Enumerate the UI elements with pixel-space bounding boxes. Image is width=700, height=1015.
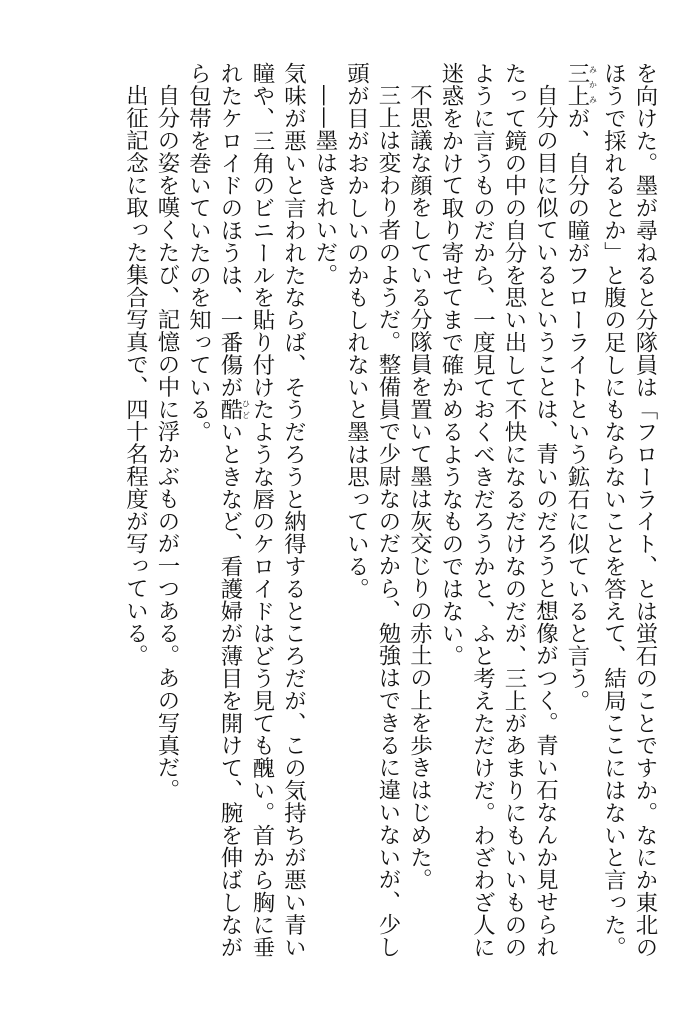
text-run: を向けた。墨が尋ねると分隊員は「フローライト、とは蛍石のことですか。なにか東北のほうで採れるとか」と腹の足しにもならないことを答えて、結局ここにはないと言った。 [600, 62, 658, 958]
text-run: いときなど、看護婦が薄目を開けて、腕を伸ばしながら包帯を巻いていたのを知っている。 [185, 62, 243, 959]
paragraph [151, 62, 183, 962]
text-run: 自分の目に似ているということは、青いのだろうと想像がつく。青い石なんか見せられたって鏡の中の自分を思い出して不快になるだけなのだが、三上があまりにもいいもののように言うものだから、一度見ておくべきだろうかと、ふと考えただけだ。わざわざ人に迷惑をかけて取り寄せてまで確かめるようなものではない。 [438, 62, 559, 958]
ruby-annotation [217, 398, 251, 421]
paragraph [119, 62, 151, 962]
paragraph [561, 62, 598, 962]
paragraph [182, 62, 309, 962]
paragraph [340, 62, 403, 962]
text-run: 気味が悪いと言われたならば、そうだろうと納得するところだが、この気持ちが悪い青い瞳や、三角のビニールを貼り付けたような唇のケロイドはどう見ても醜い。首から胸に垂れたケロイドのほうは、一番傷が [217, 62, 307, 958]
ruby-reading: みかみ [588, 62, 598, 107]
paragraph [309, 62, 341, 962]
ruby-base: 酷 [217, 398, 243, 421]
text-run: 自分の姿を嘆くたび、記憶の中に浮かぶものが一つある。あの写真だ。 [154, 84, 180, 802]
text-run: が、自分の瞳がフローライトという鉱石に似ていると言う。 [564, 106, 590, 712]
vertical-text-body [40, 62, 660, 962]
ruby-annotation [564, 62, 598, 107]
ruby-reading: ひど [241, 398, 251, 421]
ruby-base: 三上 [564, 62, 590, 107]
text-run: ——墨はきれいだ。 [312, 84, 338, 286]
paragraph [435, 62, 561, 962]
paragraph [403, 62, 435, 962]
text-run: 出征記念に取った集合写真で、四十名程度が写っている。 [122, 84, 149, 667]
text-run: 不思議な顔をしている分隊員を置いて墨は灰交じりの赤土の上を歩きはじめた。 [406, 84, 433, 891]
paragraph [597, 62, 660, 962]
text-run: 三上は変わり者のようだ。整備員で少尉なのだから、勉強はできるに違いないが、少し頭が目がおかしいのかもしれないと墨は思っている。 [343, 62, 401, 958]
